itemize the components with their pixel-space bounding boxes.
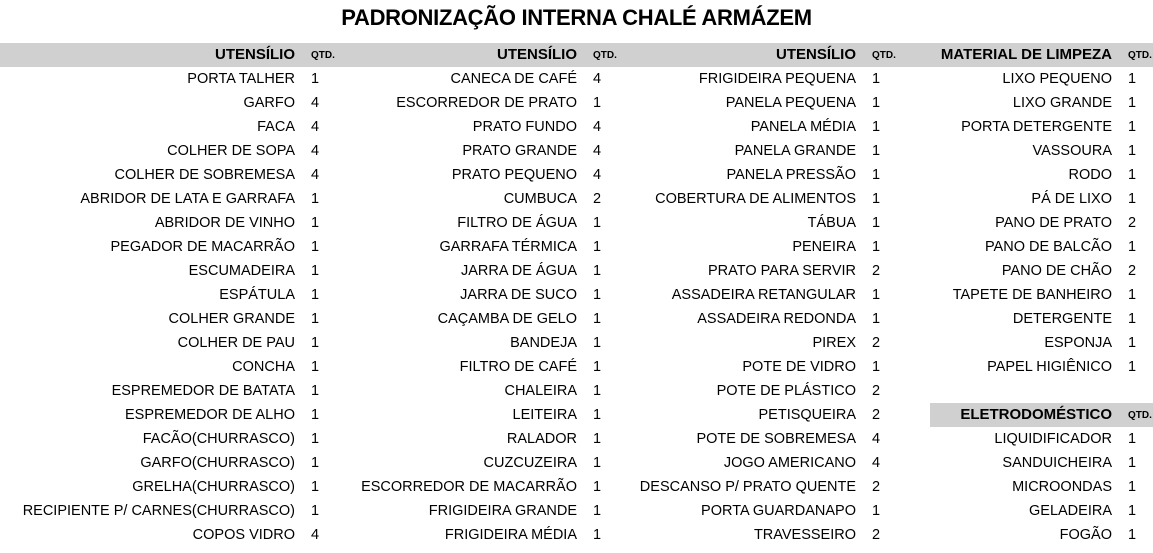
item-name: CHALEIRA bbox=[504, 383, 577, 399]
item-name: ABRIDOR DE LATA E GARRAFA bbox=[80, 191, 295, 207]
item-name: GARFO bbox=[243, 95, 295, 111]
item-qty: 1 bbox=[311, 335, 320, 351]
item-name: COLHER GRANDE bbox=[168, 311, 295, 327]
item-qty: 1 bbox=[872, 287, 881, 303]
item-qty: 1 bbox=[1128, 431, 1137, 447]
item-qty: 4 bbox=[311, 119, 320, 135]
item-qty: 1 bbox=[1128, 311, 1137, 327]
page-title: PADRONIZAÇÃO INTERNA CHALÉ ARMÁZEM bbox=[341, 5, 812, 30]
item-name: ESPREMEDOR DE BATATA bbox=[111, 383, 295, 399]
item-qty: 1 bbox=[593, 311, 602, 327]
column-header: UTENSÍLIO bbox=[496, 46, 577, 63]
item-name: FACA bbox=[257, 119, 295, 135]
item-name: PRATO PARA SERVIR bbox=[707, 263, 856, 279]
item-qty: 4 bbox=[311, 167, 320, 183]
item-qty: 1 bbox=[872, 311, 881, 327]
item-name: RECIPIENTE P/ CARNES(CHURRASCO) bbox=[22, 503, 295, 519]
item-name: PANELA PRESSÃO bbox=[726, 167, 856, 183]
item-name: ESCUMADEIRA bbox=[188, 263, 295, 279]
item-name: PIREX bbox=[812, 335, 856, 351]
item-name: GARRAFA TÉRMICA bbox=[439, 239, 577, 255]
item-qty: 1 bbox=[311, 431, 320, 447]
item-name: FRIGIDEIRA MÉDIA bbox=[444, 527, 577, 543]
item-name: TÁBUA bbox=[807, 215, 856, 231]
item-qty: 4 bbox=[311, 143, 320, 159]
item-qty: 1 bbox=[872, 95, 881, 111]
item-name: LIXO PEQUENO bbox=[1002, 71, 1112, 87]
item-qty: 2 bbox=[872, 263, 881, 279]
item-name: PÁ DE LIXO bbox=[1031, 191, 1112, 207]
item-qty: 1 bbox=[311, 71, 320, 87]
item-name: CUMBUCA bbox=[503, 191, 577, 207]
item-qty: 1 bbox=[593, 407, 602, 423]
item-name: JARRA DE ÁGUA bbox=[460, 263, 577, 279]
item-name: PEGADOR DE MACARRÃO bbox=[110, 239, 295, 255]
item-name: PANO DE BALCÃO bbox=[984, 239, 1112, 255]
item-name: LEITEIRA bbox=[512, 407, 577, 423]
item-qty: 1 bbox=[311, 479, 320, 495]
item-name: CANECA DE CAFÉ bbox=[450, 71, 577, 87]
item-qty: 2 bbox=[1128, 215, 1137, 231]
item-qty: 1 bbox=[311, 407, 320, 423]
item-name: ESPREMEDOR DE ALHO bbox=[124, 407, 295, 423]
item-qty: 1 bbox=[872, 71, 881, 87]
item-qty: 1 bbox=[1128, 479, 1137, 495]
item-name: PORTA DETERGENTE bbox=[961, 119, 1112, 135]
item-qty: 1 bbox=[1128, 239, 1137, 255]
item-qty: 1 bbox=[872, 191, 881, 207]
column-header: UTENSÍLIO bbox=[214, 46, 295, 63]
item-name: BANDEJA bbox=[510, 335, 577, 351]
item-name: ASSADEIRA RETANGULAR bbox=[671, 287, 856, 303]
item-name: PANELA PEQUENA bbox=[725, 95, 856, 111]
item-qty: 2 bbox=[872, 527, 881, 543]
qty-header: QTD. bbox=[311, 50, 335, 61]
item-qty: 1 bbox=[311, 455, 320, 471]
item-name: COLHER DE SOPA bbox=[167, 143, 295, 159]
item-qty: 1 bbox=[1128, 455, 1137, 471]
item-qty: 1 bbox=[593, 239, 602, 255]
item-qty: 1 bbox=[593, 503, 602, 519]
item-name: POTE DE SOBREMESA bbox=[696, 431, 856, 447]
item-qty: 1 bbox=[872, 503, 881, 519]
item-qty: 1 bbox=[872, 119, 881, 135]
item-name: FOGÃO bbox=[1059, 527, 1112, 543]
item-name: PENEIRA bbox=[792, 239, 856, 255]
item-qty: 1 bbox=[311, 383, 320, 399]
item-name: PANO DE PRATO bbox=[995, 215, 1112, 231]
item-name: PRATO GRANDE bbox=[462, 143, 577, 159]
item-name: PANELA MÉDIA bbox=[750, 119, 856, 135]
item-name: VASSOURA bbox=[1032, 143, 1112, 159]
item-qty: 1 bbox=[593, 359, 602, 375]
item-qty: 2 bbox=[872, 383, 881, 399]
item-qty: 1 bbox=[1128, 167, 1137, 183]
item-qty: 1 bbox=[593, 287, 602, 303]
item-qty: 4 bbox=[872, 431, 881, 447]
item-qty: 1 bbox=[311, 359, 320, 375]
item-name: LIQUIDIFICADOR bbox=[994, 431, 1112, 447]
item-qty: 4 bbox=[593, 71, 602, 87]
item-name: RODO bbox=[1068, 167, 1112, 183]
item-qty: 1 bbox=[593, 479, 602, 495]
item-qty: 1 bbox=[593, 335, 602, 351]
item-qty: 1 bbox=[311, 503, 320, 519]
item-qty: 1 bbox=[872, 215, 881, 231]
item-qty: 1 bbox=[311, 263, 320, 279]
item-name: GELADEIRA bbox=[1029, 503, 1112, 519]
item-qty: 1 bbox=[872, 359, 881, 375]
column-header: ELETRODOMÉSTICO bbox=[960, 406, 1112, 423]
item-name: FILTRO DE ÁGUA bbox=[457, 215, 577, 231]
item-qty: 1 bbox=[593, 455, 602, 471]
item-name: PANELA GRANDE bbox=[734, 143, 856, 159]
item-name: FACÃO(CHURRASCO) bbox=[142, 431, 295, 447]
item-name: POTE DE PLÁSTICO bbox=[716, 383, 856, 399]
item-name: FRIGIDEIRA PEQUENA bbox=[698, 71, 856, 87]
item-name: PAPEL HIGIÊNICO bbox=[987, 359, 1112, 375]
item-name: JOGO AMERICANO bbox=[723, 455, 856, 471]
item-qty: 1 bbox=[872, 167, 881, 183]
item-qty: 4 bbox=[872, 455, 881, 471]
item-name: ABRIDOR DE VINHO bbox=[154, 215, 295, 231]
item-qty: 4 bbox=[593, 167, 602, 183]
qty-header: QTD. bbox=[1128, 50, 1152, 61]
item-qty: 1 bbox=[1128, 503, 1137, 519]
item-name: POTE DE VIDRO bbox=[742, 359, 856, 375]
item-qty: 1 bbox=[593, 95, 602, 111]
item-name: GRELHA(CHURRASCO) bbox=[132, 479, 295, 495]
item-name: TRAVESSEIRO bbox=[753, 527, 856, 543]
item-qty: 1 bbox=[1128, 95, 1137, 111]
column-header: UTENSÍLIO bbox=[775, 46, 856, 63]
item-name: COLHER DE SOBREMESA bbox=[114, 167, 295, 183]
item-qty: 1 bbox=[593, 527, 602, 543]
item-name: FILTRO DE CAFÉ bbox=[459, 359, 577, 375]
item-qty: 1 bbox=[593, 215, 602, 231]
item-qty: 1 bbox=[593, 263, 602, 279]
item-name: MICROONDAS bbox=[1012, 479, 1112, 495]
item-qty: 1 bbox=[311, 287, 320, 303]
item-name: COPOS VIDRO bbox=[192, 527, 295, 543]
item-qty: 1 bbox=[593, 383, 602, 399]
item-name: FRIGIDEIRA GRANDE bbox=[428, 503, 577, 519]
item-name: TAPETE DE BANHEIRO bbox=[952, 287, 1112, 303]
item-qty: 1 bbox=[1128, 287, 1137, 303]
item-name: COLHER DE PAU bbox=[177, 335, 295, 351]
item-name: CONCHA bbox=[232, 359, 295, 375]
item-qty: 4 bbox=[593, 143, 602, 159]
qty-header: QTD. bbox=[593, 50, 617, 61]
item-name: JARRA DE SUCO bbox=[460, 287, 577, 303]
qty-header: QTD. bbox=[1128, 410, 1152, 421]
item-qty: 1 bbox=[1128, 359, 1137, 375]
item-qty: 4 bbox=[593, 119, 602, 135]
item-name: GARFO(CHURRASCO) bbox=[140, 455, 295, 471]
item-qty: 4 bbox=[311, 95, 320, 111]
item-qty: 1 bbox=[311, 239, 320, 255]
item-qty: 1 bbox=[593, 431, 602, 447]
item-qty: 1 bbox=[311, 215, 320, 231]
item-qty: 1 bbox=[1128, 119, 1137, 135]
item-qty: 1 bbox=[1128, 527, 1137, 543]
item-name: COBERTURA DE ALIMENTOS bbox=[655, 191, 856, 207]
item-name: LIXO GRANDE bbox=[1012, 95, 1112, 111]
item-name: ESCORREDOR DE PRATO bbox=[396, 95, 577, 111]
item-qty: 1 bbox=[311, 311, 320, 327]
item-name: PRATO FUNDO bbox=[472, 119, 577, 135]
item-name: CAÇAMBA DE GELO bbox=[437, 311, 577, 327]
item-qty: 1 bbox=[1128, 191, 1137, 207]
item-qty: 2 bbox=[872, 335, 881, 351]
column-header: MATERIAL DE LIMPEZA bbox=[940, 46, 1112, 63]
item-qty: 1 bbox=[1128, 335, 1137, 351]
qty-header: QTD. bbox=[872, 50, 896, 61]
item-qty: 2 bbox=[1128, 263, 1137, 279]
item-name: ASSADEIRA REDONDA bbox=[697, 311, 856, 327]
item-name: DETERGENTE bbox=[1012, 311, 1112, 327]
item-name: PORTA GUARDANAPO bbox=[701, 503, 856, 519]
item-name: ESPÁTULA bbox=[219, 287, 295, 303]
item-name: PRATO PEQUENO bbox=[451, 167, 577, 183]
item-name: PANO DE CHÃO bbox=[1001, 263, 1112, 279]
item-name: RALADOR bbox=[506, 431, 577, 447]
item-qty: 2 bbox=[872, 479, 881, 495]
item-qty: 1 bbox=[311, 191, 320, 207]
item-name: ESCORREDOR DE MACARRÃO bbox=[361, 479, 577, 495]
item-qty: 1 bbox=[1128, 71, 1137, 87]
item-qty: 1 bbox=[872, 143, 881, 159]
item-qty: 2 bbox=[872, 407, 881, 423]
item-qty: 1 bbox=[1128, 143, 1137, 159]
item-qty: 2 bbox=[593, 191, 602, 207]
item-qty: 4 bbox=[311, 527, 320, 543]
item-name: PETISQUEIRA bbox=[758, 407, 856, 423]
item-qty: 1 bbox=[872, 239, 881, 255]
item-name: PORTA TALHER bbox=[187, 71, 295, 87]
item-name: CUZCUZEIRA bbox=[483, 455, 577, 471]
item-name: SANDUICHEIRA bbox=[1002, 455, 1112, 471]
item-name: DESCANSO P/ PRATO QUENTE bbox=[639, 479, 856, 495]
item-name: ESPONJA bbox=[1044, 335, 1112, 351]
